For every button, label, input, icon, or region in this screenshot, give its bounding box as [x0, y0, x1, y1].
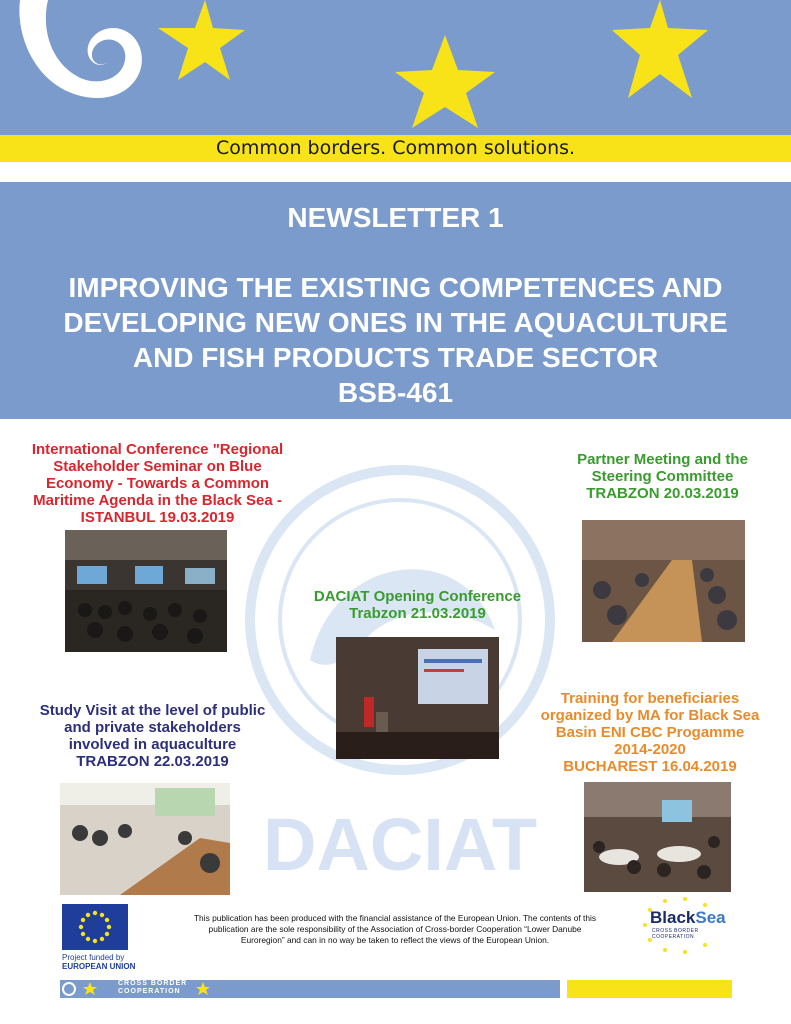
- eu-stars-icon: [62, 904, 128, 950]
- watermark-text: DACIAT: [262, 803, 538, 886]
- footer-swirl-icon: [60, 980, 120, 998]
- event-photo-istanbul: [65, 530, 227, 652]
- event-caption-training: Training for beneficiaries organized by MA for Black Sea Basin ENI CBC Progamme 2014-2020 BUCHAREST 16.04.2019: [540, 690, 760, 775]
- blacksea-wordmark: [650, 909, 726, 927]
- blacksea-subtitle: [652, 928, 699, 940]
- conference-stage-photo: [336, 637, 499, 759]
- conference-hall-photo: [65, 530, 227, 652]
- project-title-line: BSB-461: [337, 377, 454, 408]
- eu-flag-icon: [62, 904, 128, 950]
- event-photo-partner: [582, 520, 745, 642]
- funding-disclaimer: This publication has been produced with the financial assistance of the European Union. The contents of this publication are the sole responsibility of the Association of Cross-border Cooperation “Lower Danube Euroregion” and can in no way be taken to reflect the views of the European Union.: [193, 913, 597, 945]
- eu-caption: [62, 953, 162, 971]
- banner-graphic: [0, 0, 791, 135]
- event-photo-study: [60, 783, 230, 895]
- blacksea-black: Black: [650, 908, 696, 927]
- blacksea-sub-line: CROSS BORDER: [652, 928, 699, 934]
- project-title-line: IMPROVING THE EXISTING COMPETENCES AND: [68, 272, 723, 303]
- tagline: Common borders. Common solutions.: [215, 137, 576, 159]
- event-caption-istanbul: International Conference "Regional Stakeholder Seminar on Blue Economy - Towards a Common Maritime Agenda in the Black Sea - ISTANBUL 19.03.2019: [31, 441, 284, 526]
- event-caption-opening: DACIAT Opening Conference Trabzon 21.03.2019: [313, 588, 522, 622]
- study-visit-photo: [60, 783, 230, 895]
- star-icon: [395, 35, 495, 128]
- event-photo-opening: [336, 637, 499, 759]
- eu-caption-line: EUROPEAN UNION: [62, 962, 136, 971]
- blacksea-sea: Sea: [695, 908, 726, 927]
- eu-caption-line: Project funded by: [62, 953, 125, 962]
- footer-star-icon: [195, 982, 211, 996]
- star-icon: [612, 0, 708, 98]
- event-caption-partner: Partner Meeting and the Steering Committee TRABZON 20.03.2019: [577, 451, 748, 502]
- cbc-label: [118, 980, 187, 996]
- project-title-line: AND FISH PRODUCTS TRADE SECTOR: [132, 342, 659, 373]
- cbc-label-line: CROSS BORDER: [118, 980, 188, 987]
- footer-yellow-bar: [567, 980, 732, 998]
- blacksea-sub-line: COOPERATION: [652, 934, 695, 940]
- project-title: [20, 270, 771, 410]
- header-banner: [0, 0, 791, 135]
- swirl-logo: [19, 0, 142, 98]
- blacksea-logo: [630, 895, 730, 955]
- star-icon: [158, 0, 245, 80]
- project-title-line: DEVELOPING NEW ONES IN THE AQUACULTURE: [63, 307, 728, 338]
- training-room-photo: [584, 782, 731, 892]
- meeting-table-photo: [582, 520, 745, 642]
- newsletter-title: NEWSLETTER 1: [287, 202, 504, 233]
- event-caption-study: Study Visit at the level of public and private stakeholders involved in aquaculture TRABZON 22.03.2019: [39, 702, 266, 770]
- cbc-label-line: COOPERATION: [118, 988, 181, 995]
- event-photo-training: [584, 782, 731, 892]
